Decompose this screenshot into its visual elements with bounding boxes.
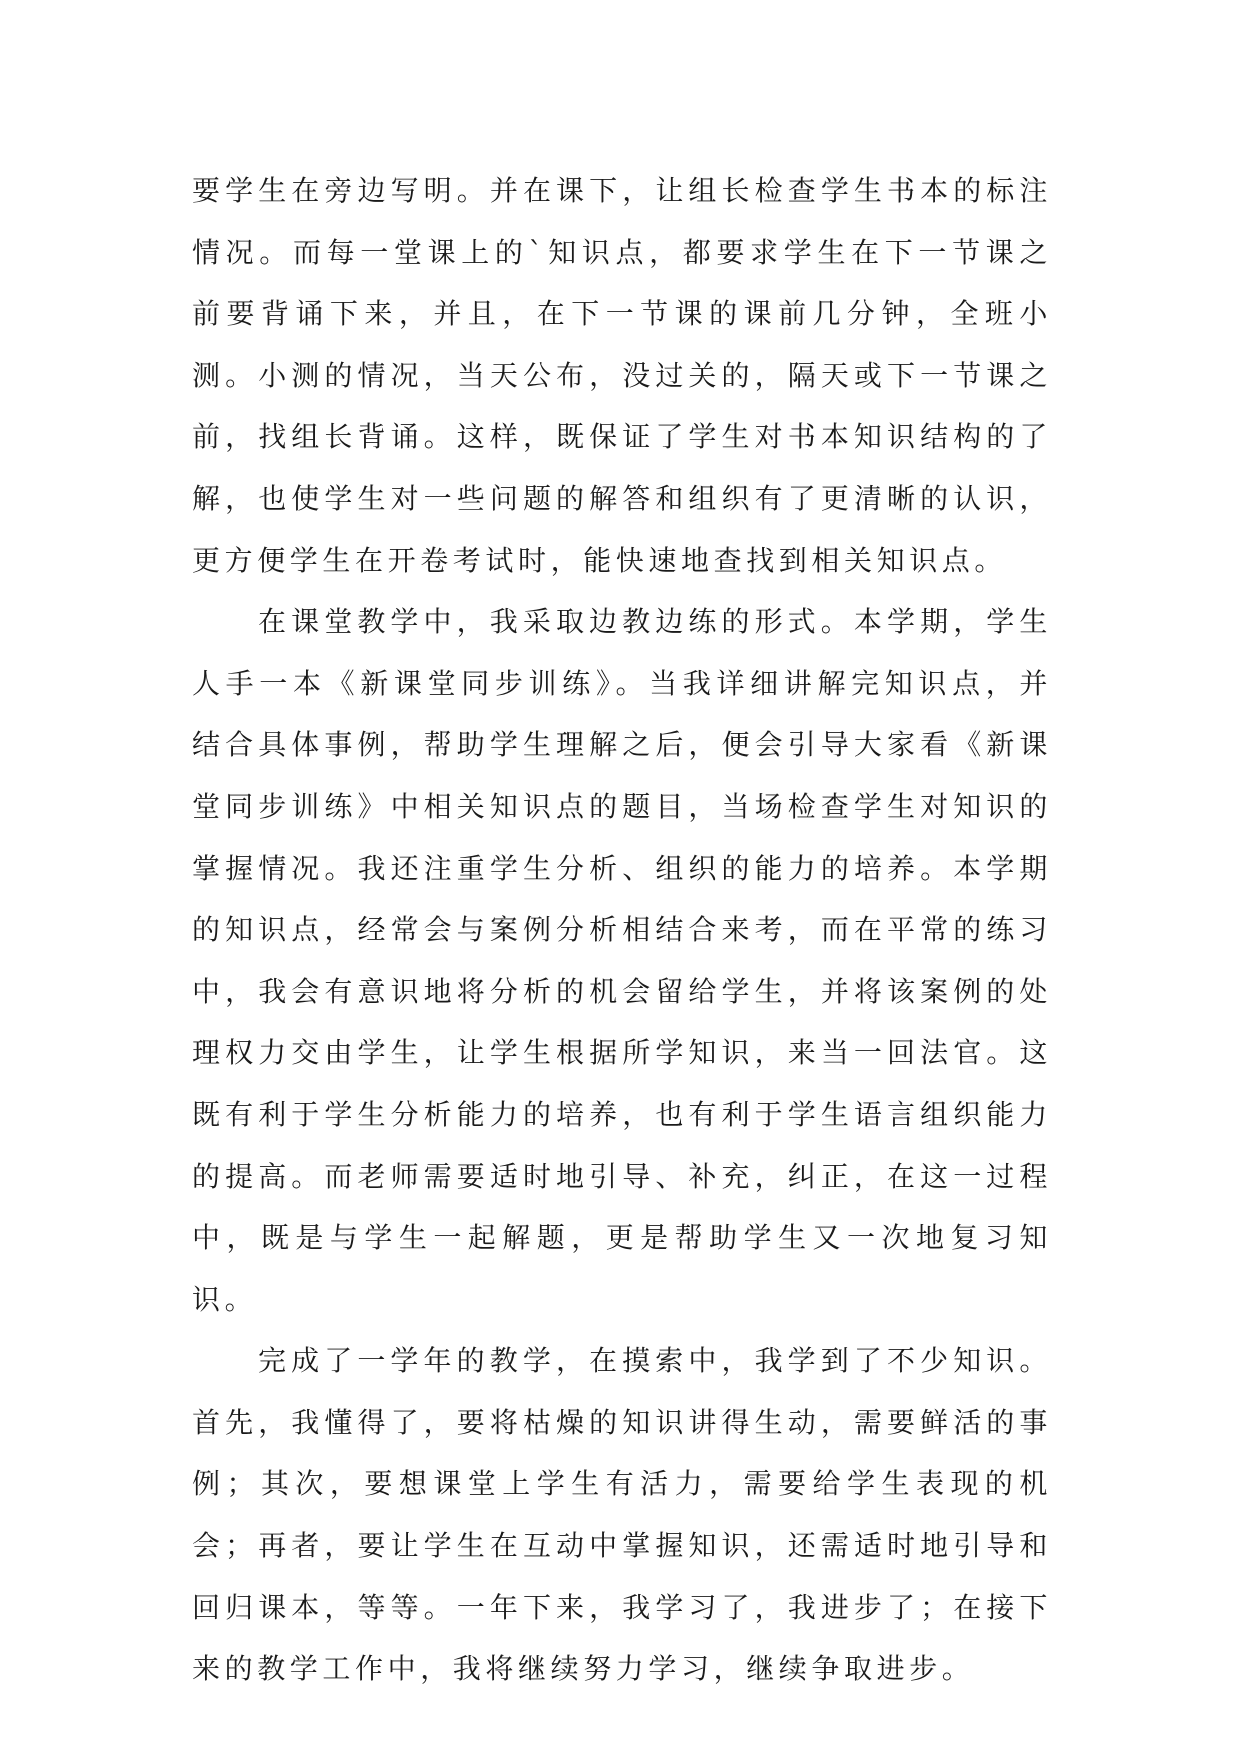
document-page bbox=[192, 160, 1052, 1700]
paragraph-2: 在课堂教学中，我采取边教边练的形式。本学期，学生人手一本《新课堂同步训练》。当我详细讲解完知识点，并结合具体事例，帮助学生理解之后，便会引导大家看《新课堂同步训练》中相关知识点的题目，当场检查学生对知识的掌握情况。我还注重学生分析、组织的能力的培养。本学期的知识点，经常会与案例分析相结合来考，而在平常的练习中，我会有意识地将分析的机会留给学生，并将该案例的处理权力交由学生，让学生根据所学知识，来当一回法官。这既有利于学生分析能力的培养，也有利于学生语言组织能力的提高。而老师需要适时地引导、补充，纠正，在这一过程中，既是与学生一起解题，更是帮助学生又一次地复习知识。 bbox=[192, 605, 1052, 1316]
paragraph-1: 要学生在旁边写明。并在课下，让组长检查学生书本的标注情况。而每一堂课上的`知识点，都要求学生在下一节课之前要背诵下来，并且，在下一节课的课前几分钟，全班小测。小测的情况，当天公布，没过关的，隔天或下一节课之前，找组长背诵。这样，既保证了学生对书本知识结构的了解，也使学生对一些问题的解答和组织有了更清晰的认识，更方便学生在开卷考试时，能快速地查找到相关知识点。 bbox=[192, 174, 1052, 577]
paragraph-3: 完成了一学年的教学，在摸索中，我学到了不少知识。首先，我懂得了，要将枯燥的知识讲得生动，需要鲜活的事例；其次，要想课堂上学生有活力，需要给学生表现的机会；再者，要让学生在互动中掌握知识，还需适时地引导和回归课本，等等。一年下来，我学习了，我进步了；在接下来的教学工作中，我将继续努力学习，继续争取进步。 bbox=[192, 1344, 1052, 1686]
